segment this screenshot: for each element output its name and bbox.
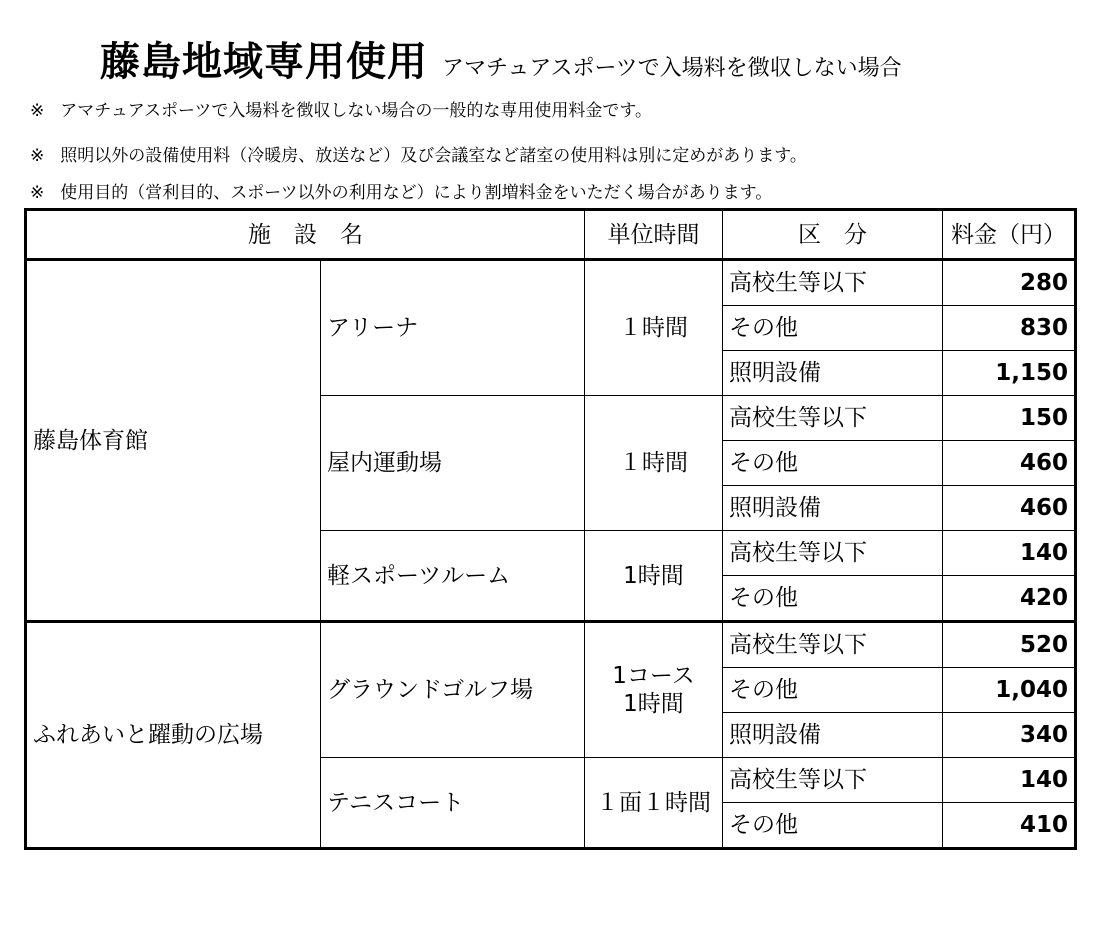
facility-name: ふれあいと躍動の広場 — [26, 622, 321, 849]
category-cell: その他 — [723, 668, 943, 713]
fee-cell: 460 — [943, 441, 1076, 486]
unit-time — [585, 622, 723, 758]
header-fee: 料金（円） — [943, 210, 1076, 260]
header-unit: 単位時間 — [585, 210, 723, 260]
note-text: 照明以外の設備使用料（冷暖房、放送など）及び会議室など諸室の使用料は別に定めがあります。 — [60, 146, 807, 166]
category-cell: 高校生等以下 — [723, 260, 943, 306]
fee-cell: 1,150 — [943, 351, 1076, 396]
fee-cell: 140 — [943, 531, 1076, 576]
room-name: アリーナ — [321, 260, 585, 396]
fee-cell: 340 — [943, 713, 1076, 758]
unit-time: １時間 — [585, 396, 723, 531]
note-mark: ※ — [30, 183, 45, 203]
room-name: 屋内運動場 — [321, 396, 585, 531]
category-cell: 照明設備 — [723, 351, 943, 396]
note-text: 使用目的（営利目的、スポーツ以外の利用など）により割増料金をいただく場合があります。 — [60, 183, 773, 203]
unit-time-line: 1時間 — [623, 691, 684, 717]
note-text: アマチュアスポーツで入場料を徴収しない場合の一般的な専用使用料金です。 — [60, 101, 653, 121]
facility-group — [26, 260, 1076, 622]
room-name: 軽スポーツルーム — [321, 531, 585, 622]
page-title-line — [100, 30, 902, 87]
note-line — [30, 141, 807, 166]
category-cell: 照明設備 — [723, 713, 943, 758]
note-mark: ※ — [30, 101, 45, 121]
header-facility: 施 設 名 — [26, 210, 585, 260]
fee-cell: 280 — [943, 260, 1076, 306]
unit-time: １面１時間 — [585, 758, 723, 849]
category-cell: その他 — [723, 803, 943, 849]
note-mark: ※ — [30, 146, 45, 166]
fee-cell: 420 — [943, 576, 1076, 622]
category-cell: 高校生等以下 — [723, 622, 943, 668]
header-category: 区 分 — [723, 210, 943, 260]
category-cell: 照明設備 — [723, 486, 943, 531]
category-cell: 高校生等以下 — [723, 531, 943, 576]
category-cell: その他 — [723, 576, 943, 622]
table-row — [26, 622, 1076, 668]
unit-time: 1時間 — [585, 531, 723, 622]
room-name: テニスコート — [321, 758, 585, 849]
facility-name: 藤島体育館 — [26, 260, 321, 622]
fee-cell: 520 — [943, 622, 1076, 668]
table-row — [26, 260, 1076, 306]
category-cell: その他 — [723, 306, 943, 351]
room-name: グラウンドゴルフ場 — [321, 622, 585, 758]
fee-cell: 830 — [943, 306, 1076, 351]
table-header-row — [26, 210, 1076, 260]
fee-cell: 150 — [943, 396, 1076, 441]
fee-cell: 460 — [943, 486, 1076, 531]
page-subtitle: アマチュアスポーツで入場料を徴収しない場合 — [442, 56, 902, 81]
category-cell: 高校生等以下 — [723, 396, 943, 441]
category-cell: 高校生等以下 — [723, 758, 943, 803]
category-cell: その他 — [723, 441, 943, 486]
unit-time: １時間 — [585, 260, 723, 396]
unit-time-line: 1コース — [612, 663, 695, 689]
fee-cell: 140 — [943, 758, 1076, 803]
fee-table — [24, 208, 1077, 850]
fee-cell: 410 — [943, 803, 1076, 849]
page-title: 藤島地域専用使用 — [100, 39, 428, 85]
note-line — [30, 96, 652, 121]
note-line — [30, 178, 772, 203]
fee-cell: 1,040 — [943, 668, 1076, 713]
facility-group — [26, 622, 1076, 849]
